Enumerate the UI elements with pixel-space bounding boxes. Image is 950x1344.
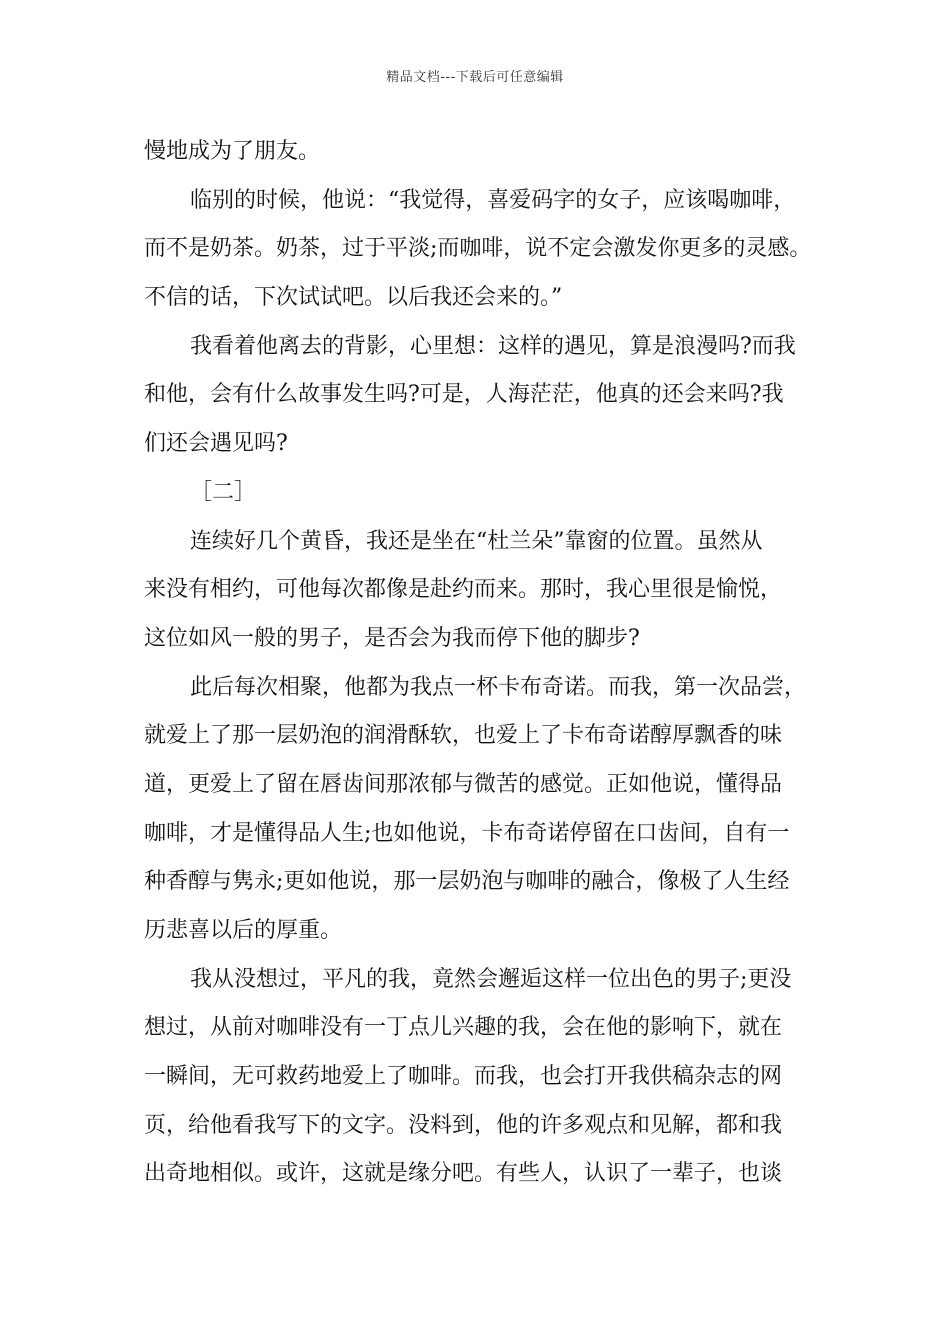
text-line: 就爱上了那一层奶泡的润滑酥软，也爱上了卡布奇诺醇厚飘香的味 (144, 723, 783, 749)
text-line: 来没有相约，可他每次都像是赴约而来。那时，我心里很是愉悦， (144, 577, 783, 603)
text-line: 这位如风一般的男子，是否会为我而停下他的脚步? (144, 625, 640, 651)
text-line: 想过，从前对咖啡没有一丁点儿兴趣的我，会在他的影响下，就在 (144, 1015, 783, 1041)
text-line: 我看着他离去的背影，心里想：这样的遇见，算是浪漫吗?而我 (190, 333, 796, 359)
text-line: 们还会遇见吗? (144, 431, 288, 457)
text-line: 和他，会有什么故事发生吗?可是，人海茫茫，他真的还会来吗?我 (144, 382, 784, 408)
text-line: 慢地成为了朋友。 (144, 139, 321, 164)
document-body (144, 128, 828, 1199)
page-header: 精品文档---下载后可任意编辑 (386, 70, 564, 85)
section-heading: ［二］ (190, 479, 257, 505)
text-line: 临别的时候，他说：“我觉得，喜爱码字的女子，应该喝咖啡， (190, 187, 796, 213)
text-line: 道，更爱上了留在唇齿间那浓郁与微苦的感觉。正如他说，懂得品 (144, 771, 783, 797)
text-line: 页，给他看我写下的文字。没料到，他的许多观点和见解，都和我 (144, 1112, 783, 1138)
text-line: 出奇地相似。或许，这就是缘分吧。有些人，认识了一辈子，也谈 (144, 1161, 783, 1187)
text-line: 种香醇与隽永;更如他说，那一层奶泡与咖啡的融合，像极了人生经 (144, 869, 790, 895)
text-line: 一瞬间，无可救药地爱上了咖啡。而我，也会打开我供稿杂志的网 (144, 1064, 783, 1090)
text-line: 历悲喜以后的厚重。 (144, 918, 343, 943)
text-line: 此后每次相聚，他都为我点一杯卡布奇诺。而我，第一次品尝， (190, 674, 807, 700)
text-line: 而不是奶茶。奶茶，过于平淡;而咖啡，说不定会激发你更多的灵感。 (144, 236, 812, 262)
text-line: 我从没想过，平凡的我，竟然会邂逅这样一位出色的男子;更没 (190, 966, 792, 992)
text-line: 连续好几个黄昏，我还是坐在“杜兰朵”靠窗的位置。虽然从 (190, 528, 763, 554)
text-line: 咖啡，才是懂得品人生;也如他说，卡布奇诺停留在口齿间，自有一 (144, 820, 790, 846)
text-line: 不信的话，下次试试吧。以后我还会来的。” (144, 285, 563, 311)
